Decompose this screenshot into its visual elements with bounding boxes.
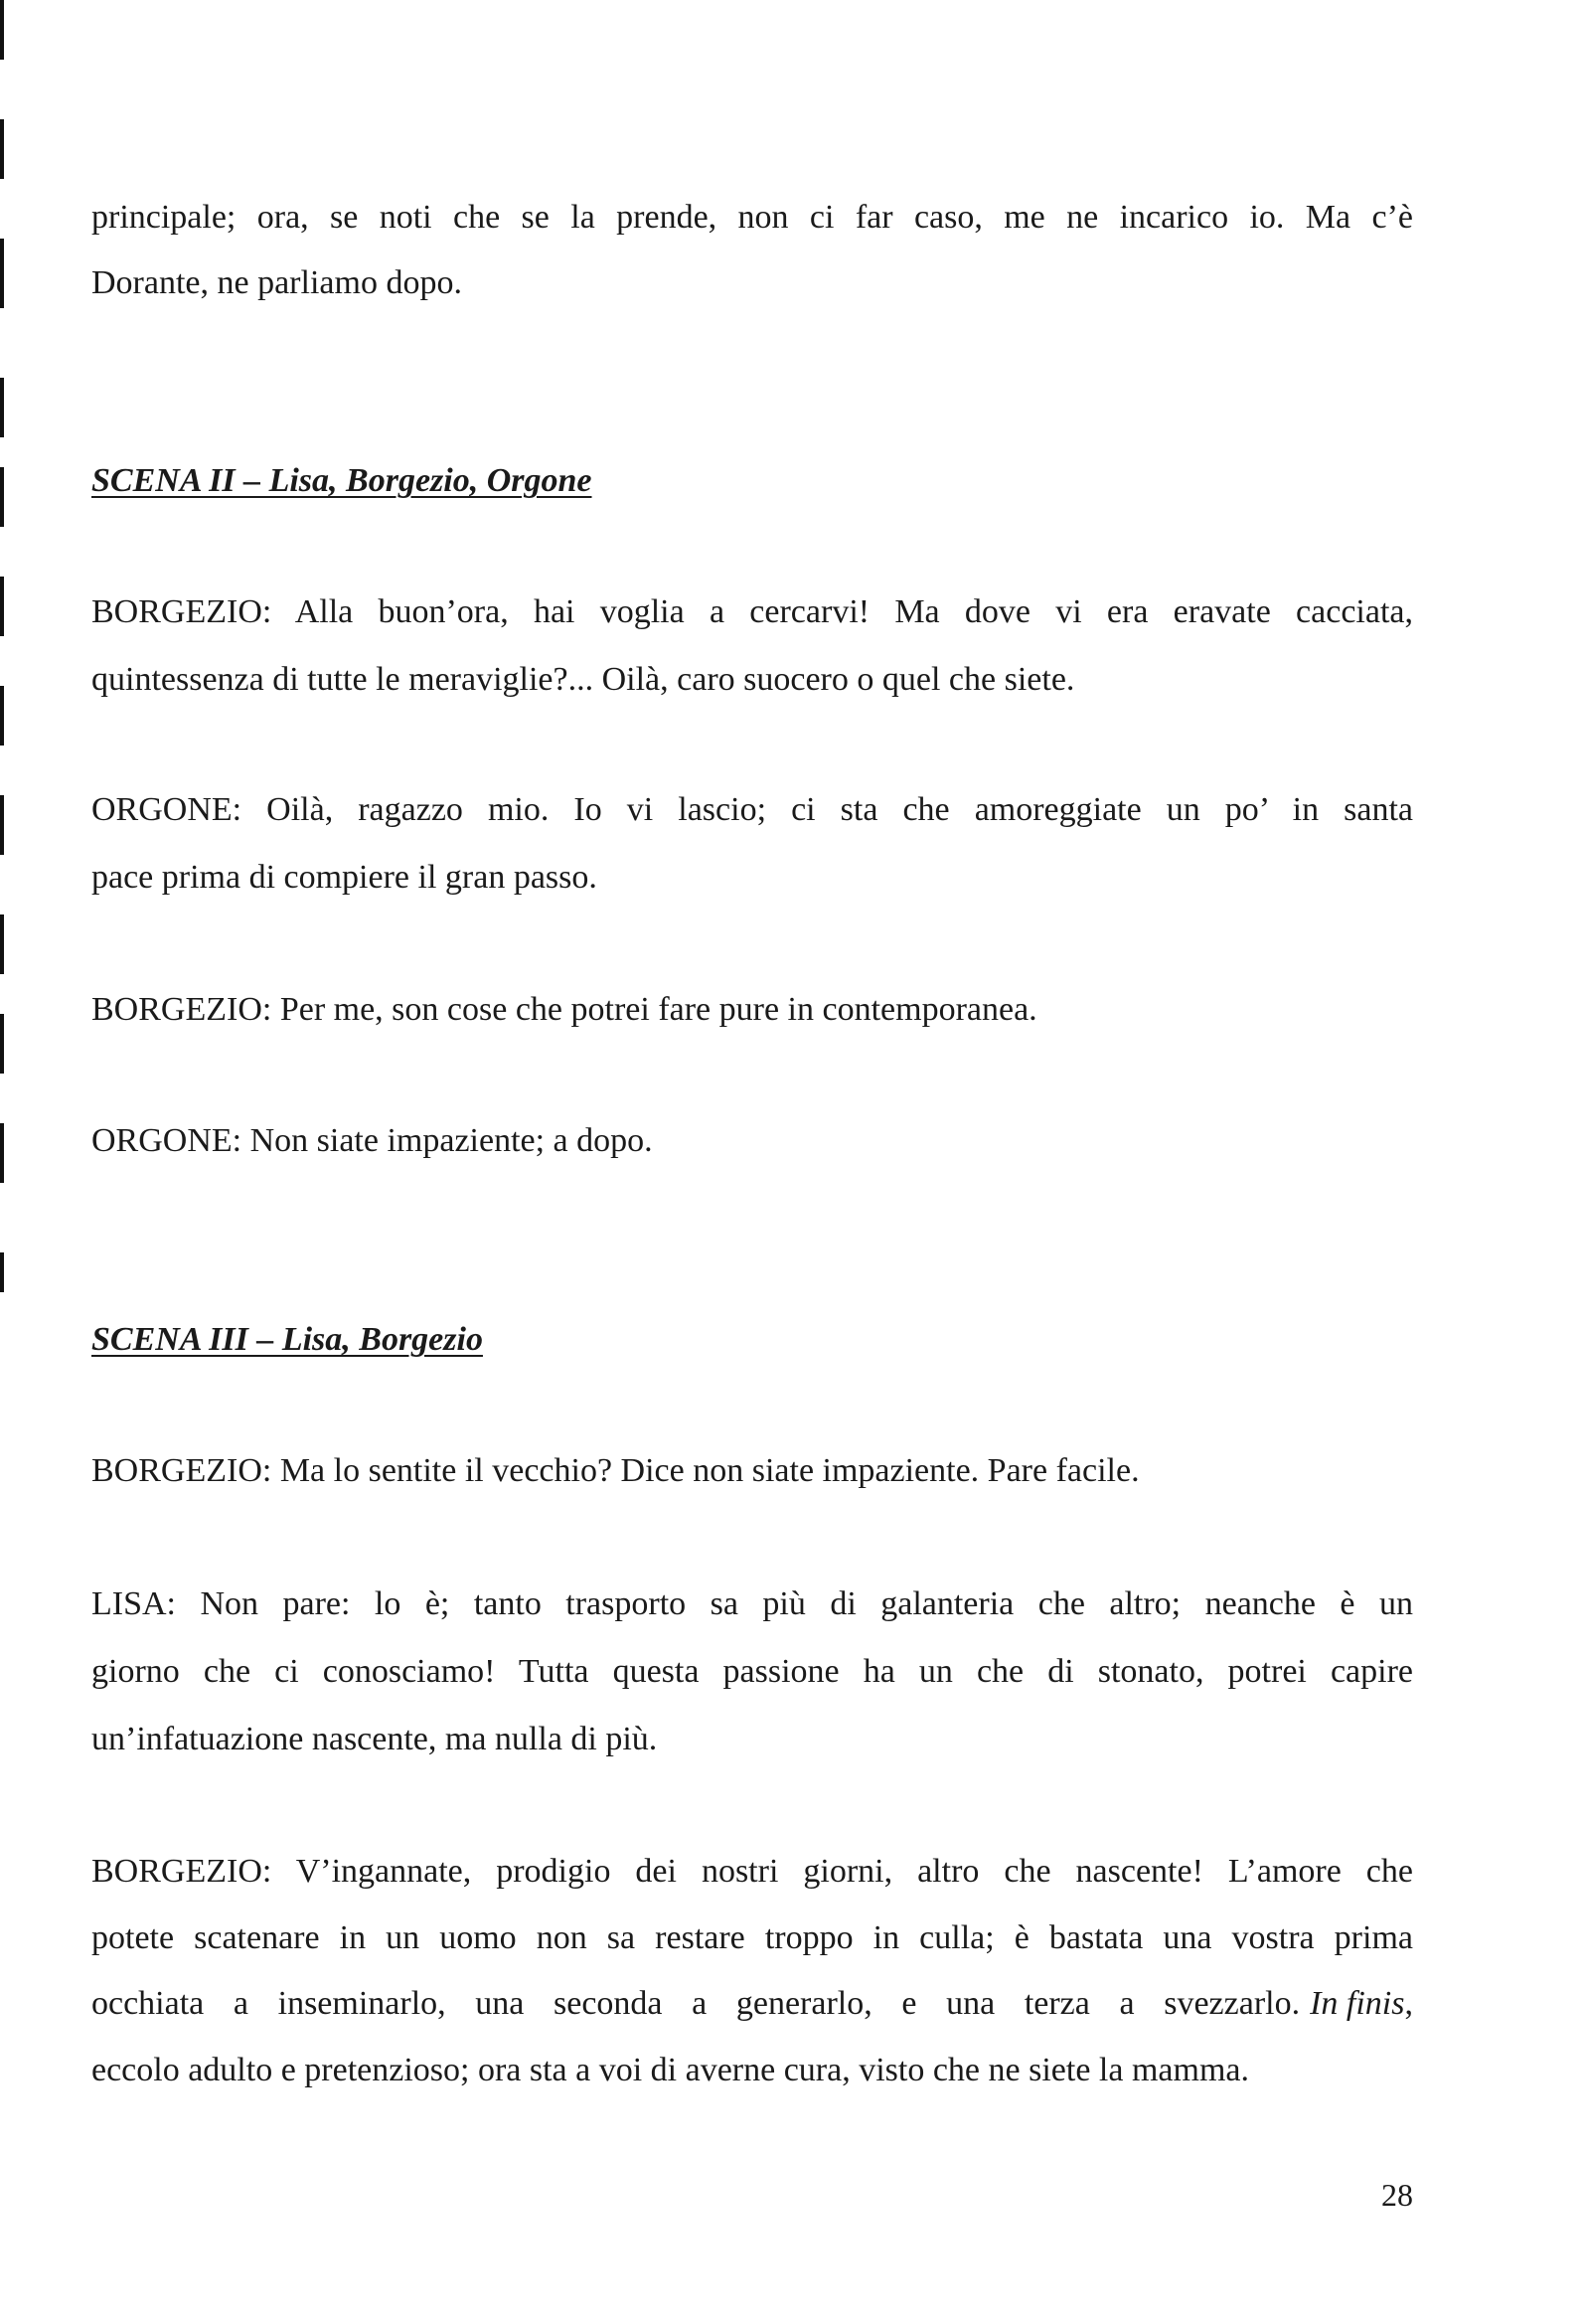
dialogue-line <box>91 1983 1413 2025</box>
dialogue-line: LISA: Non pare: lo è; tanto trasporto sa più di galanteria che altro; neanche è un <box>91 1585 1413 1622</box>
dialogue-line: giorno che ci conosciamo! Tutta questa passione ha un che di stonato, potrei capire <box>91 1653 1413 1690</box>
scan-mark <box>0 1014 4 1074</box>
dialogue-line: potete scatenare in un uomo non sa restare troppo in culla; è bastata una vostra prima <box>91 1919 1413 1956</box>
scene-heading: SCENA III – Lisa, Borgezio <box>91 1321 483 1358</box>
dialogue-line: BORGEZIO: Ma lo sentite il vecchio? Dice non siate impaziente. Pare facile. <box>91 1452 1140 1489</box>
dialogue-line: un’infatuazione nascente, ma nulla di più. <box>91 1721 658 1757</box>
dialogue-line: eccolo adulto e pretenzioso; ora sta a voi di averne cura, visto che ne siete la mamma. <box>91 2052 1249 2088</box>
dialogue-line: quintessenza di tutte le meraviglie?... Oilà, caro suocero o quel che siete. <box>91 661 1075 698</box>
dialogue-line: pace prima di compiere il gran passo. <box>91 859 597 896</box>
scan-mark <box>0 795 4 855</box>
dialogue-line: ORGONE: Non siate impaziente; a dopo. <box>91 1122 653 1159</box>
dialogue-line: ORGONE: Oilà, ragazzo mio. Io vi lascio; ci sta che amoreggiate un po’ in santa <box>91 791 1413 828</box>
latin-phrase: In finis <box>1310 1985 1405 2022</box>
scene-heading: SCENA II – Lisa, Borgezio, Orgone <box>91 462 592 499</box>
scan-mark <box>0 119 4 179</box>
page-number: 28 <box>1381 2177 1413 2213</box>
scan-mark <box>0 1123 4 1183</box>
text-segment: occhiata a inseminarlo, una seconda a generarlo, e una terza a svezzarlo. <box>91 1985 1301 2022</box>
dialogue-line: BORGEZIO: V’ingannate, prodigio dei nostri giorni, altro che nascente! L’amore che <box>91 1853 1413 1890</box>
scan-mark <box>0 577 4 636</box>
scan-mark <box>0 239 4 308</box>
dialogue-line: BORGEZIO: Alla buon’ora, hai voglia a cercarvi! Ma dove vi era eravate cacciata, <box>91 593 1413 630</box>
scan-mark <box>0 1252 4 1292</box>
text-line: principale; ora, se noti che se la prende, non ci far caso, me ne incarico io. Ma c’è <box>91 199 1413 236</box>
dialogue-line: BORGEZIO: Per me, son cose che potrei fare pure in contemporanea. <box>91 991 1037 1028</box>
scan-mark <box>0 686 4 746</box>
scan-mark <box>0 378 4 437</box>
text-line: Dorante, ne parliamo dopo. <box>91 264 462 301</box>
scan-mark <box>0 467 4 527</box>
scan-mark <box>0 0 4 60</box>
text-segment: , <box>1404 1985 1413 2022</box>
scan-mark <box>0 914 4 974</box>
